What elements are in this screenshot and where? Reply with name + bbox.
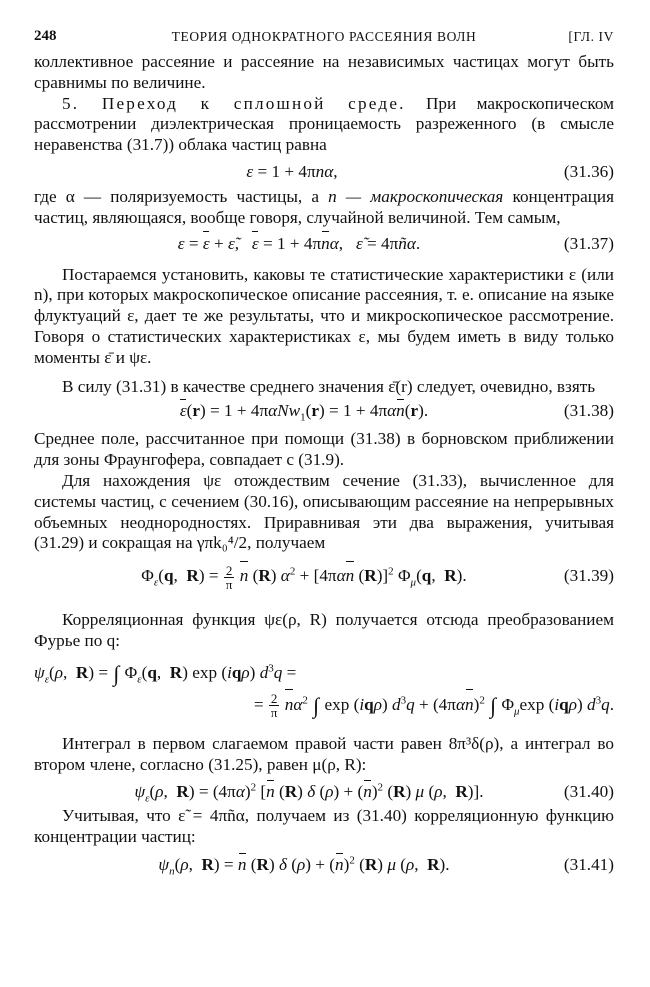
paragraph-7: Для нахождения ψε отождествим сечение (31.33), вычисленное для системы частиц, с сечением (30.16), описывающим рассеяние на непрерывных объемных неоднородностях. Приравнивая эти два выражения, учитывая (31.29) и сокращая на γπk₀⁴/2, получаем — [34, 470, 614, 553]
equation-number-31-36: (31.36) — [563, 161, 614, 181]
equation-31-38 — [34, 398, 614, 423]
equation-31-39 — [34, 560, 614, 592]
book-page — [34, 28, 614, 877]
equation-number-31-40: (31.40) — [563, 782, 614, 802]
paragraph-4: Постараемся установить, каковы те статистические характеристики ε (или n), при которых макроскопическое описание рассеяния, т. е. описание на языке флуктуаций ε, дает те же результаты, что и микроскопическое рассмотрение. Говоря о статистических характеристиках ε, мы будем иметь в виду только моменты ε̄ и ψε. — [34, 264, 614, 367]
equation-number-31-37: (31.37) — [563, 233, 614, 253]
chapter-label: [ГЛ. IV — [568, 29, 614, 44]
equation-31-38-formula: ε(r) = 1 + 4παNw$_1$(r) = 1 + 4παn(r). — [34, 398, 574, 423]
paragraph-2-text: При макроскопическом рассмотрении диэлектрическая проницаемость разреженного (в смысле неравенства (31.7)) облака частиц равна — [34, 93, 614, 155]
paragraph-10: Учитывая, что ε̃ = 4πñα, получаем из (31.40) корреляционную функцию концентрации частиц: — [34, 806, 614, 847]
page-number: 248 — [34, 28, 57, 44]
equation-fourier-line-2 — [34, 688, 614, 722]
paragraph-9: Интеграл в первом слагаемом правой части равен 8π³δ(ρ), а интеграл во втором члене, согласно (31.25), равен μ(ρ, R): — [34, 733, 614, 774]
section-heading: 5. Переход к сплошной среде. — [62, 93, 406, 113]
equation-fourier-line-1-formula: $\psi_\varepsilon(\rho$, R) = ∫ $\Phi_\varepsilon(q$, R) exp (iqρ) $d^3q$ = — [34, 660, 297, 686]
equation-31-41-formula: $\psi_n(\rho$, R) = n (R) δ $(\rho) + (n)^2$ (R) μ (ρ, R). — [34, 852, 574, 877]
equation-31-37 — [34, 231, 614, 256]
equation-31-36 — [34, 159, 614, 184]
equation-number-31-39: (31.39) — [563, 566, 614, 586]
equation-fourier-line-2-formula: = $\frac{2}{\pi}$ $n\alpha^2$ ∫ exp (iqρ) $d^3q + (4\pi\alpha n)^2$ ∫ $\Phi_\mu\exp$ (iqρ) $d^3q$. — [254, 688, 614, 723]
equation-fourier-line-1 — [34, 660, 614, 688]
paragraph-6: Среднее поле, рассчитанное при помощи (31.38) в борновском приближении для зоны Фраунгофера, совпадает с (31.9). — [34, 429, 614, 470]
equation-31-40 — [34, 779, 614, 804]
paragraph-3-text-a: где α — поляризуемость частицы, а — [34, 186, 329, 206]
paragraph-3-text-b: концентрация частиц, являющаяся, вообще говоря, случайной величиной. Тем самым, — [34, 186, 615, 227]
equation-31-39-formula: $\Phi_\varepsilon(q$, R) = $\frac{2}{\pi}$ n (R) $\alpha^2 + [4\pi\alpha n$ (R)]$^2$ $\Phi_\mu(q$, R). — [34, 560, 574, 592]
running-title: ТЕОРИЯ ОДНОКРАТНОГО РАССЕЯНИЯ ВОЛН — [171, 29, 477, 44]
paragraph-8: Корреляционная функция ψε(ρ, R) получается отсюда преобразованием Фурье по q: — [34, 610, 614, 650]
paragraph-5: В силу (31.31) в качестве среднего значения ε̄(r) следует, очевидно, взять — [62, 376, 596, 396]
paragraph-3-emphasis: n — макроскопическая — [328, 186, 504, 206]
paragraph-3 — [34, 187, 614, 229]
equation-31-40-formula: $\psi_\varepsilon(\rho$, $R) = (4\pi\alpha)^2$ [n (R) δ $(\rho) + (n)^2$ (R) μ (ρ, R)]. — [34, 779, 584, 804]
paragraph-1: коллективное рассеяние и рассеяние на независимых частицах могут быть сравнимы по величине. — [34, 52, 614, 92]
paragraph-2 — [34, 94, 614, 156]
equation-31-41 — [34, 852, 614, 877]
equation-number-31-38: (31.38) — [563, 401, 614, 421]
equation-number-31-41: (31.41) — [563, 854, 614, 874]
equation-31-36-formula: ε = 1 + 4πnα, — [246, 161, 338, 181]
equation-31-37-formula: ε = ε + ε̃, ε = 1 + 4πnα, ε̃ = 4πñα. — [34, 231, 564, 256]
running-header — [34, 28, 614, 52]
